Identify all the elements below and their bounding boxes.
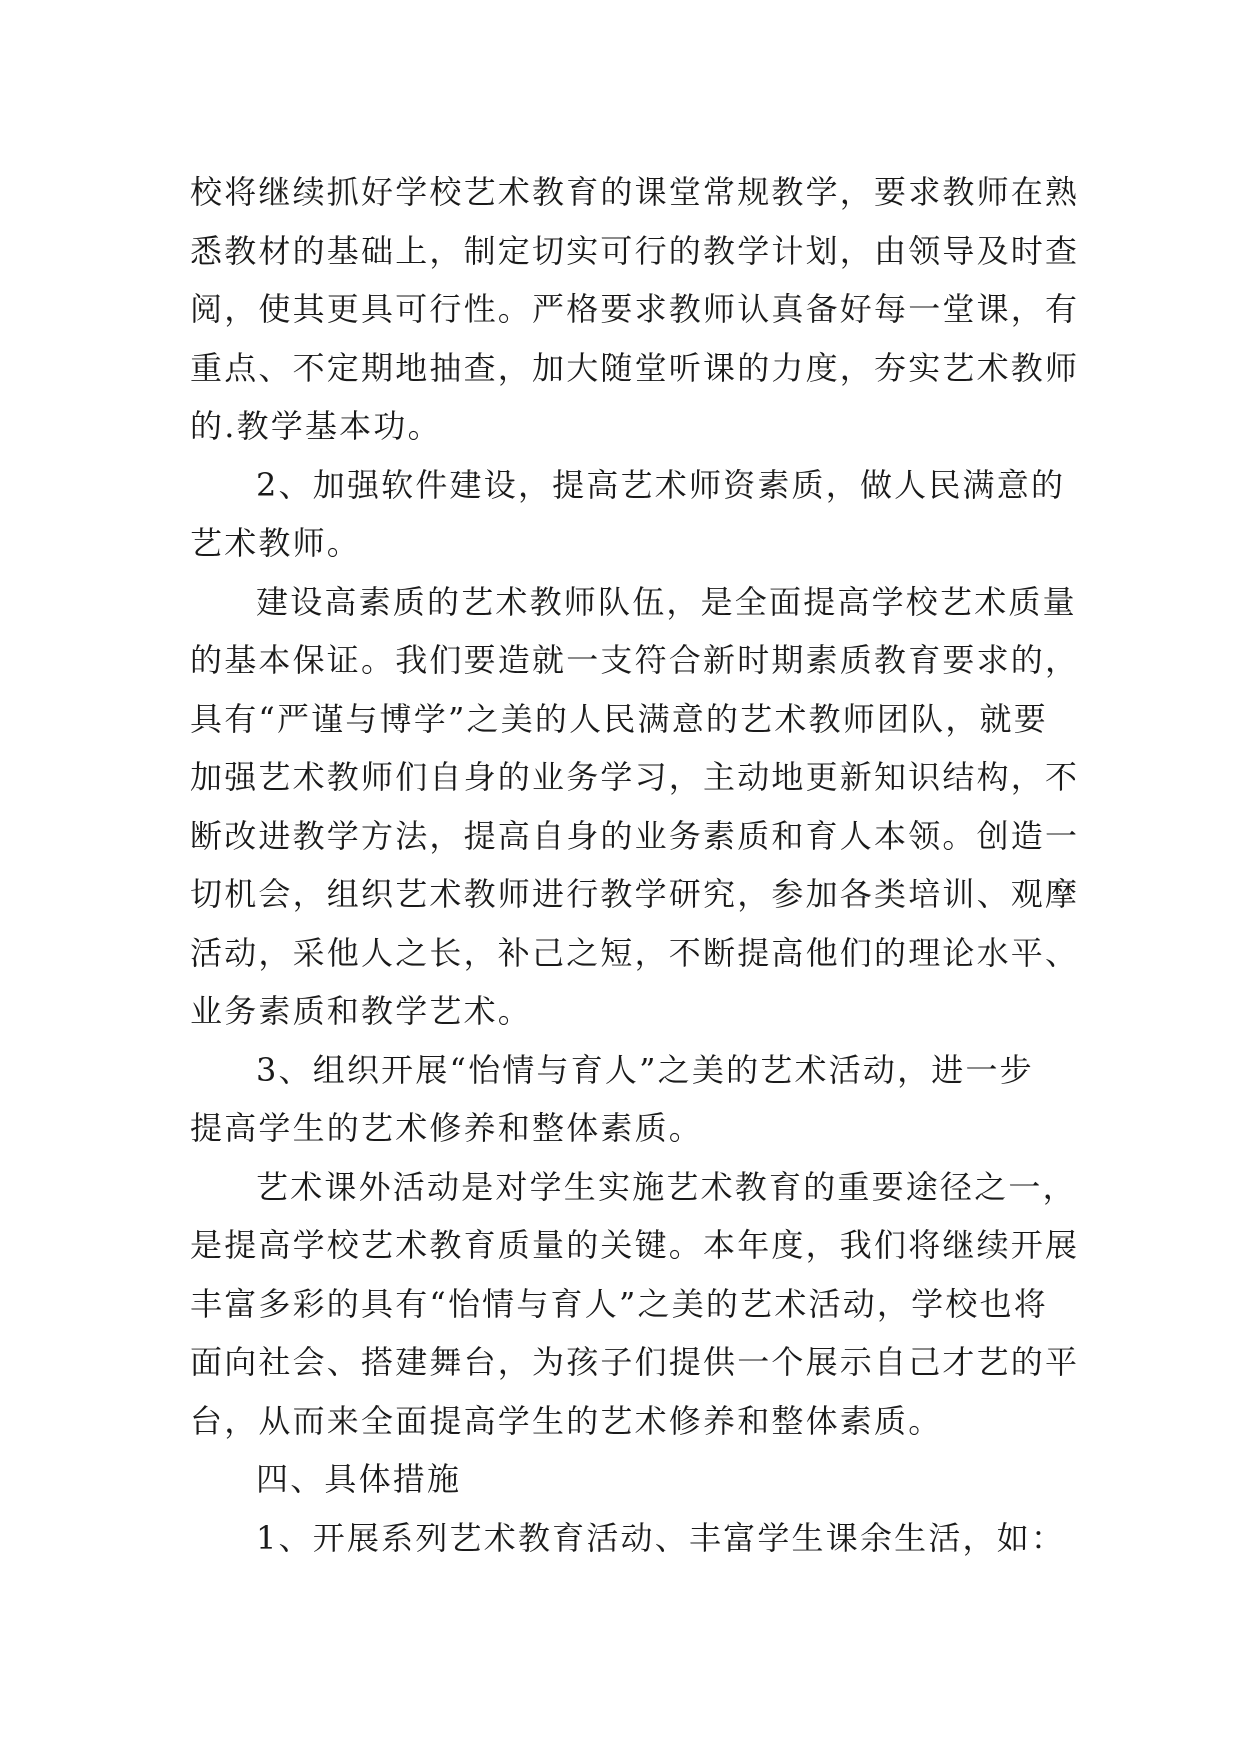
text-line: 重点、不定期地抽查，加大随堂听课的力度，夯实艺术教师 (190, 348, 1080, 387)
paragraph-start: 艺术课外活动是对学生实施艺术教育的重要途径之一， (256, 1167, 1077, 1206)
text-line: 悉教材的基础上，制定切实可行的教学计划，由领导及时查 (190, 231, 1080, 270)
text-line: 切机会，组织艺术教师进行教学研究，参加各类培训、观摩 (190, 875, 1080, 913)
list-item-1: 1、开展系列艺术教育活动、丰富学生课余生活，如： (256, 1518, 1066, 1557)
section-heading-four: 四、具体措施 (256, 1460, 462, 1498)
text-line: 加强艺术教师们自身的业务学习，主动地更新知识结构，不 (190, 758, 1080, 796)
text-line: 的基本保证。我们要造就一支符合新时期素质教育要求的， (190, 641, 1080, 679)
text-line: 断改进教学方法，提高自身的业务素质和育人本领。创造一 (190, 816, 1080, 855)
text-line: 台，从而来全面提高学生的艺术修养和整体素质。 (190, 1401, 943, 1440)
text-line: 活动，采他人之长，补己之短，不断提高他们的理论水平、 (190, 933, 1080, 972)
text-line: 面向社会、搭建舞台，为孩子们提供一个展示自己才艺的平 (190, 1343, 1080, 1381)
paragraph-start: 建设高素质的艺术教师队伍，是全面提高学校艺术质量 (256, 582, 1077, 621)
text-line: 是提高学校艺术教育质量的关键。本年度，我们将继续开展 (190, 1226, 1080, 1264)
text-line: 的.教学基本功。 (190, 407, 442, 445)
text-line: 提高学生的艺术修养和整体素质。 (190, 1109, 704, 1147)
section-heading-3: 3、组织开展“怡情与育人”之美的艺术活动，进一步 (256, 1050, 1034, 1089)
text-line: 具有“严谨与博学”之美的人民满意的艺术教师团队，就要 (190, 699, 1048, 738)
text-line: 阅，使其更具可行性。严格要求教师认真备好每一堂课，有 (190, 290, 1080, 328)
text-line: 丰富多彩的具有“怡情与育人”之美的艺术活动，学校也将 (190, 1284, 1048, 1323)
text-line: 业务素质和教学艺术。 (190, 992, 533, 1030)
section-heading-2: 2、加强软件建设，提高艺术师资素质，做人民满意的 (256, 465, 1066, 504)
document-body (190, 163, 1080, 1567)
text-line: 校将继续抓好学校艺术教育的课堂常规教学，要求教师在熟 (190, 173, 1080, 211)
text-line: 艺术教师。 (190, 524, 362, 562)
